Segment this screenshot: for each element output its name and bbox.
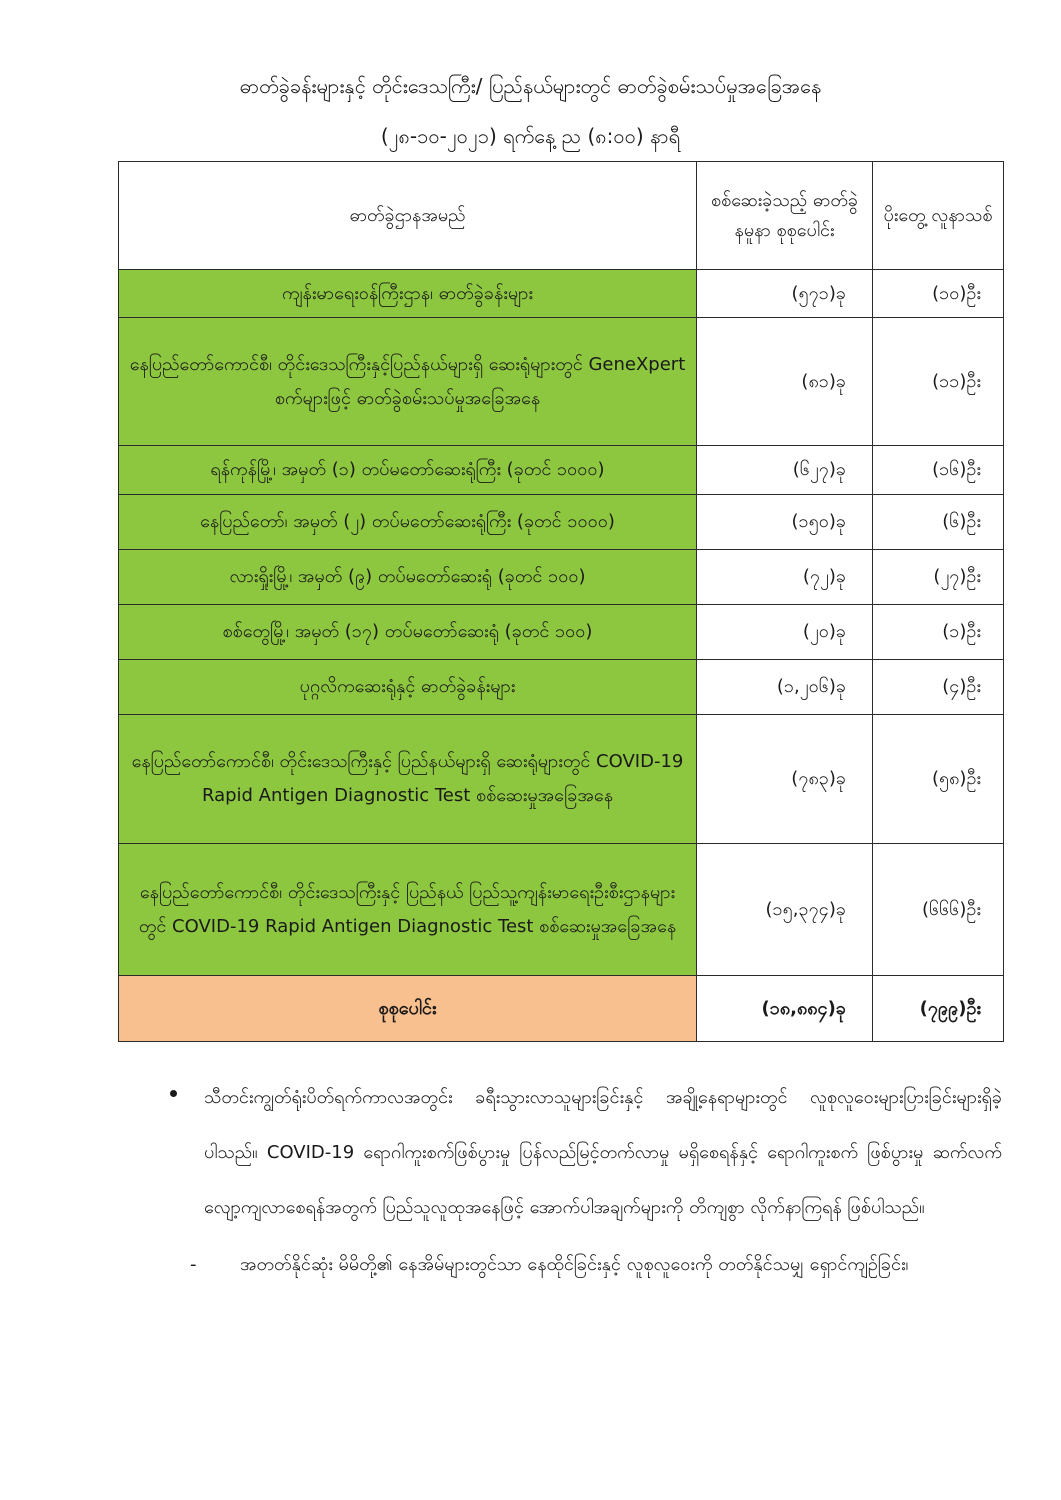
sample-count: (၅၇၁)ခု [697, 270, 873, 318]
lab-name: နေပြည်တော်ကောင်စီ၊ တိုင်းဒေသကြီးနှင့် ပြည်နယ် ပြည်သူ့ကျန်းမာရေးဦးစီးဌာနများတွင် COVID-19 Rapid Antigen Diagnostic Test စစ်ဆေးမှုအခြေအနေ [119, 844, 697, 976]
page-subtitle: (၂၈-၁၀-၂၀၂၁) ရက်နေ့ ည (၈:၀၀) နာရီ [380, 124, 681, 148]
lab-name: ကျန်းမာရေးဝန်ကြီးဌာန၊ ဓာတ်ခွဲခန်းများ [119, 270, 697, 318]
sample-count: (၁၅,၃၇၄)ခု [697, 844, 873, 976]
total-positive: (၇၉၉)ဦး [873, 976, 1004, 1042]
table-row [119, 660, 1004, 715]
advisory-subpoint: အတတ်နိုင်ဆုံး မိမိတို့၏ နေအိမ်များတွင်သာ နေထိုင်ခြင်းနှင့် လူစုလူဝေးကို တတ်နိုင်သမျှ ရှောင်ကျဉ်ခြင်း၊ [240, 1254, 909, 1275]
table-row [119, 715, 1004, 844]
sample-count: (၇၂)ခု [697, 550, 873, 605]
lab-test-table [118, 161, 1004, 1042]
advisory-notes [162, 1070, 1002, 1292]
table-row [119, 550, 1004, 605]
list-item [120, 1237, 1002, 1292]
lab-name: နေပြည်တော်ကောင်စီ၊ တိုင်းဒေသကြီးနှင့် ပြည်နယ်များရှိ ဆေးရုံများတွင် COVID-19 Rapid Antigen Diagnostic Test စစ်ဆေးမှုအခြေအနေ [119, 715, 697, 844]
bullet-icon [170, 1090, 177, 1097]
positive-count: (၅၈)ဦး [873, 715, 1004, 844]
lab-name: စစ်တွေမြို့၊ အမှတ် (၁၇) တပ်မတော်ဆေးရုံ (ခုတင် ၁၀၀) [119, 605, 697, 660]
sample-count: (၁၅၀)ခု [697, 495, 873, 550]
positive-count: (၄)ဦး [873, 660, 1004, 715]
positive-count: (၁၆)ဦး [873, 446, 1004, 495]
positive-count: (၁၀)ဦး [873, 270, 1004, 318]
lab-name: လားရှိုးမြို့၊ အမှတ် (၉) တပ်မတော်ဆေးရုံ (ခုတင် ၁၀၀) [119, 550, 697, 605]
table-row [119, 270, 1004, 318]
positive-count: (၆)ဦး [873, 495, 1004, 550]
page-title: ဓာတ်ခွဲခန်းများနှင့် တိုင်းဒေသကြီး/ ပြည်နယ်များတွင် ဓာတ်ခွဲစမ်းသပ်မှုအခြေအနေ [239, 74, 822, 98]
table-header-row [119, 162, 1004, 270]
table-row [119, 446, 1004, 495]
total-label: စုစုပေါင်း [119, 976, 697, 1042]
lab-name: နေပြည်တော်ကောင်စီ၊ တိုင်းဒေသကြီးနှင့်ပြည်နယ်များရှိ ဆေးရုံများတွင် GeneXpert စက်များဖြင့် ဓာတ်ခွဲစမ်းသပ်မှုအခြေအနေ [119, 318, 697, 446]
header-lab-name: ဓာတ်ခွဲဌာနအမည် [119, 162, 697, 270]
dash-marker: - [190, 1254, 197, 1275]
advisory-paragraph: သီတင်းကျွတ်ရုံးပိတ်ရက်ကာလအတွင်း ခရီးသွားလာသူများခြင်းနှင့် အချို့နေရာများတွင် လူစုလူဝေးများပြားခြင်းများရှိခဲ့ပါသည်။ COVID-19 ရောဂါကူးစက်ဖြစ်ပွားမှု ပြန်လည်မြင့်တက်လာမှု မရှိစေရန်နှင့် ရောဂါကူးစက် ဖြစ်ပွားမှု ဆက်လက်လျော့ကျလာစေရန်အတွက် ပြည်သူလူထုအနေဖြင့် အောက်ပါအချက်များကို တိကျစွာ လိုက်နာကြရန် ဖြစ်ပါသည်။ [204, 1087, 1002, 1218]
lab-name: ပုဂ္ဂလိကဆေးရုံနှင့် ဓာတ်ခွဲခန်းများ [119, 660, 697, 715]
sample-count: (၈၁)ခု [697, 318, 873, 446]
header-samples: စစ်ဆေးခဲ့သည့် ဓာတ်ခွဲနမူနာ စုစုပေါင်း [697, 162, 873, 270]
positive-count: (၂၇)ဦး [873, 550, 1004, 605]
sample-count: (၇၈၃)ခု [697, 715, 873, 844]
lab-name: နေပြည်တော်၊ အမှတ် (၂) တပ်မတော်ဆေးရုံကြီး (ခုတင် ၁၀၀၀) [119, 495, 697, 550]
positive-count: (၁၁)ဦး [873, 318, 1004, 446]
table-row [119, 495, 1004, 550]
sample-count: (၁,၂၀၆)ခု [697, 660, 873, 715]
table-row [119, 844, 1004, 976]
total-row [119, 976, 1004, 1042]
sample-count: (၂၀)ခု [697, 605, 873, 660]
positive-count: (၆၆၆)ဦး [873, 844, 1004, 976]
list-item [162, 1070, 1002, 1235]
lab-name: ရန်ကုန်မြို့၊ အမှတ် (၁) တပ်မတော်ဆေးရုံကြီး (ခုတင် ၁၀၀၀) [119, 446, 697, 495]
positive-count: (၁)ဦး [873, 605, 1004, 660]
table-row [119, 605, 1004, 660]
header-positive: ပိုးတွေ့ လူနာသစ် [873, 162, 1004, 270]
table-row [119, 318, 1004, 446]
total-samples: (၁၈,၈၈၄)ခု [697, 976, 873, 1042]
sample-count: (၆၂၇)ခု [697, 446, 873, 495]
